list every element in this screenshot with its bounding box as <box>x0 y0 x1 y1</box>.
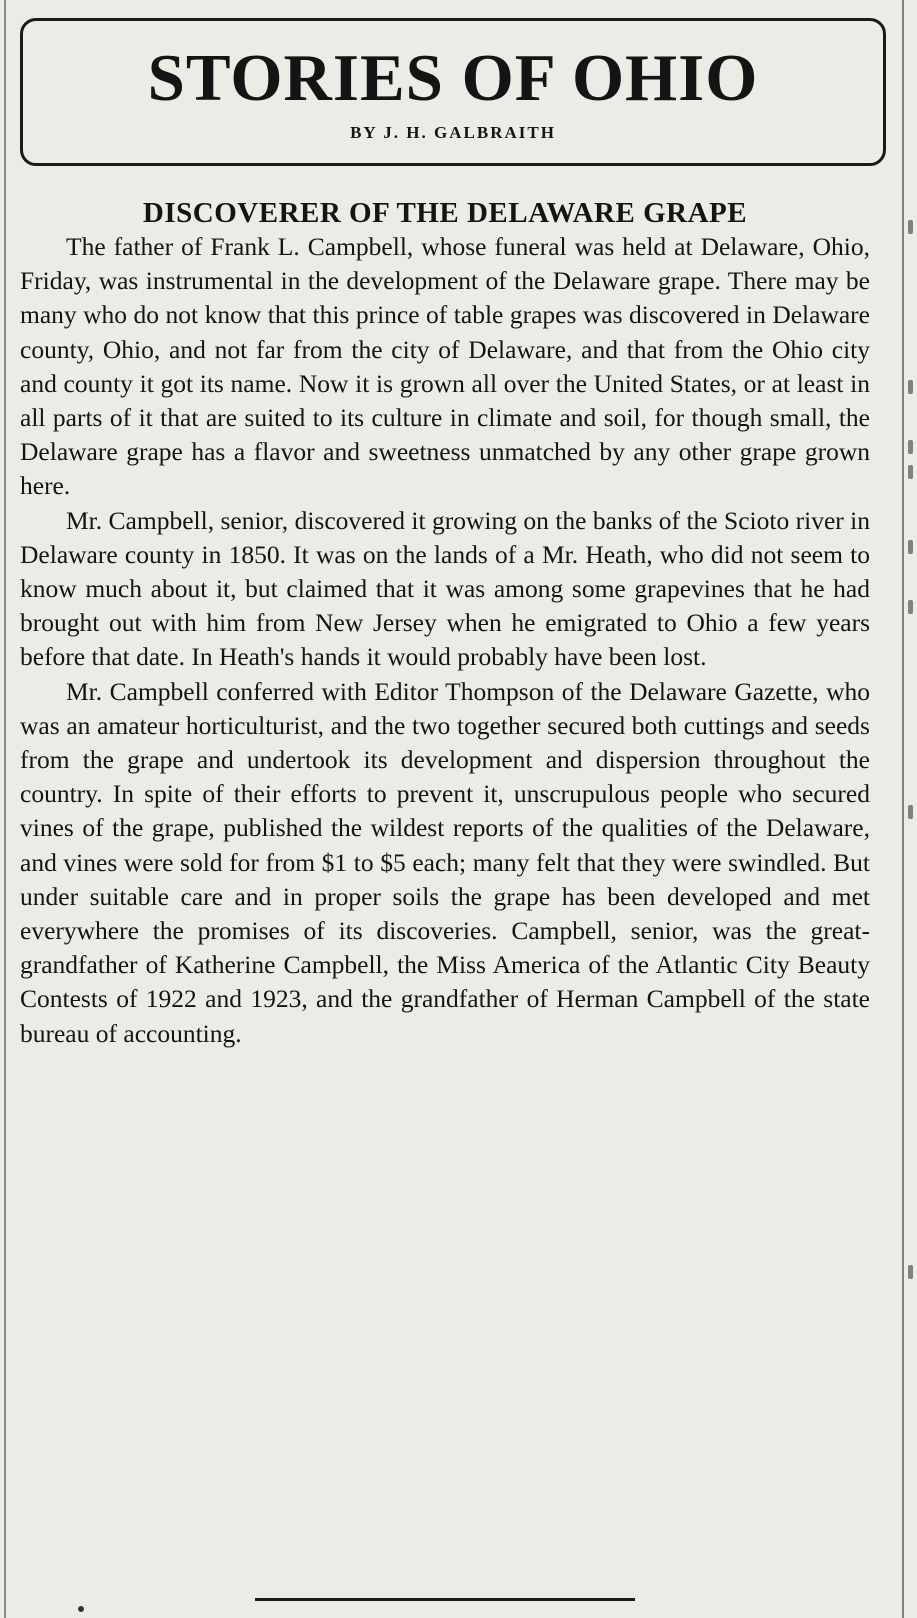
edge-mark <box>908 440 913 454</box>
article-paragraph: Mr. Campbell conferred with Editor Thompson of the Delaware Gazette, who was an amateur horticulturist, and the two together secured both cuttings and seeds from the grape and undertook its development and dispersion throughout the country. In spite of their efforts to prevent it, unscrupulous people who secured vines of the grape, published the wildest reports of the qualities of the Delaware, and vines were sold for from $1 to $5 each; many felt that they were swindled. But under suitable care and in proper soils the grape has been developed and met everywhere the promises of its discoveries. Campbell, senior, was the great-grandfather of Katherine Campbell, the Miss America of the Atlantic City Beauty Contests of 1922 and 1923, and the grandfather of Herman Campbell of the state bureau of accounting. <box>20 676 870 1048</box>
adjacent-column-edge <box>906 0 917 1618</box>
edge-mark <box>908 380 913 394</box>
article <box>20 196 870 1051</box>
edge-mark <box>908 220 913 234</box>
edge-mark <box>908 465 913 479</box>
ink-speck <box>78 1606 84 1612</box>
column-title: STORIES OF OHIO <box>147 41 759 115</box>
article-paragraph: Mr. Campbell, senior, discovered it growing on the banks of the Scioto river in Delaware county in 1850. It was on the lands of a Mr. Heath, who did not seem to know much about it, but claimed that it was among some grapevines that he had brought out with him from New Jersey when he emigrated to Ohio a few years before that date. In Heath's hands it would probably have been lost. <box>20 505 870 672</box>
edge-mark <box>908 540 913 554</box>
article-end-rule <box>255 1598 635 1601</box>
column-rule-left <box>4 0 6 1618</box>
article-paragraph: The father of Frank L. Campbell, whose funeral was held at Delaware, Ohio, Friday, was instrumental in the development of the Delaware grape. There may be many who do not know that this prince of table grapes was discovered in Delaware county, Ohio, and not far from the city of Delaware, and that from the Ohio city and county it got its name. Now it is grown all over the United States, or at least in all parts of it that are suited to its culture in climate and soil, for though small, the Delaware grape has a flavor and sweetness unmatched by any other grape grown here. <box>20 232 870 501</box>
article-headline: DISCOVERER OF THE DELAWARE GRAPE <box>142 197 748 229</box>
edge-mark <box>908 805 913 819</box>
author-byline: BY J. H. GALBRAITH <box>350 123 556 142</box>
edge-mark <box>908 600 913 614</box>
column-header-box <box>20 18 886 166</box>
edge-mark <box>908 1265 913 1279</box>
column-rule-right <box>902 0 904 1618</box>
